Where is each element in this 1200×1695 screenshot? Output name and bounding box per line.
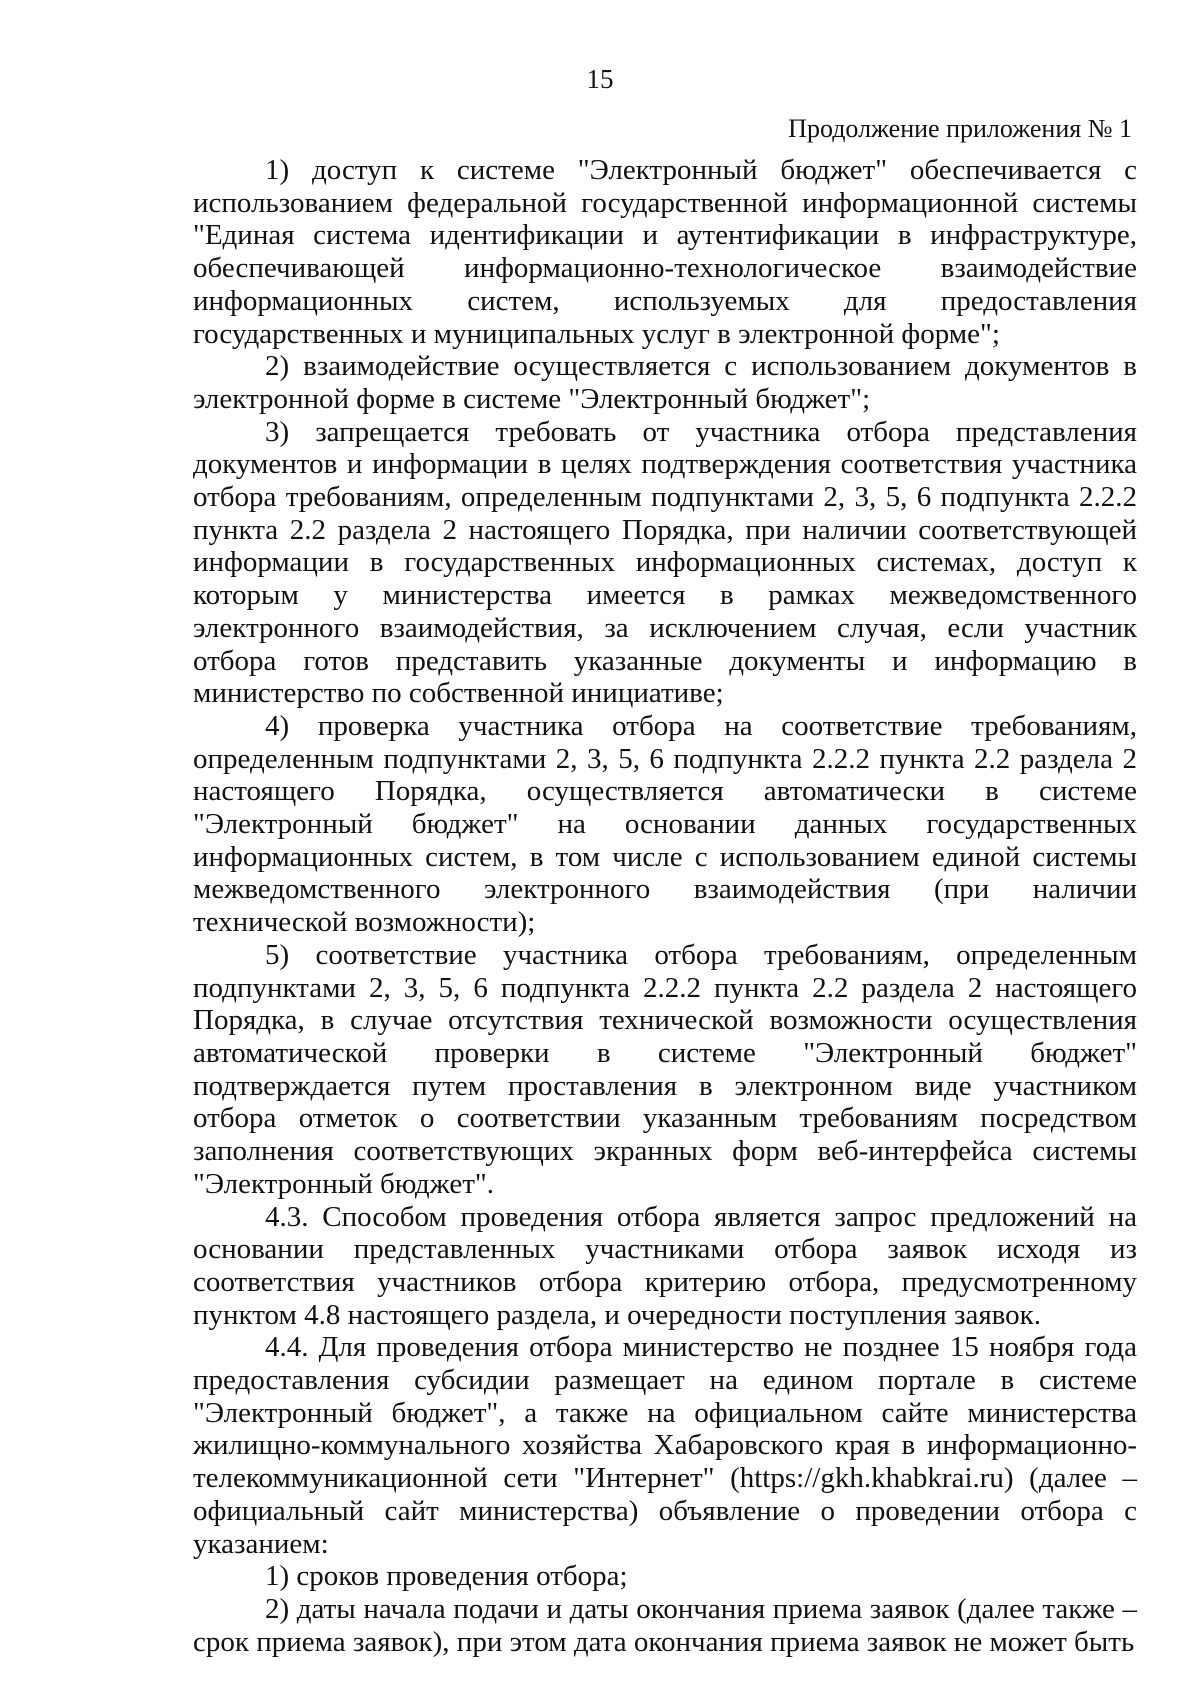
paragraph-item-4-automatic-check: 4) проверка участника отбора на соответствие требованиям, определенным подпунктами 2, 3, 5, 6 подпункта 2.2.2 пункта 2.2 раздела 2 настоящего Порядка, осуществляется автоматически в системе "Электронный бюджет" на основании данных государственных информационных систем, в том числе с использованием единой системы межведомственного электронного взаимодействия (при наличии технической возможности); <box>193 709 1137 939</box>
page-number: 15 <box>586 64 614 94</box>
paragraph-announcement-item-1: 1) сроков проведения отбора; <box>265 1560 628 1593</box>
paragraph-item-3-document-request-ban: 3) запрещается требовать от участника отбора представления документов и информации в целях подтверждения соответствия участника отбора требованиям, определенным подпунктами 2, 3, 5, 6 подпункта 2.2.2 пункта 2.2 раздела 2 настоящего Порядка, при наличии соответствующей информации в государственных информационных системах, доступ к которым у министерства имеется в рамках межведомственного электронного взаимодействия, за исключением случая, если участник отбора готов представить указанные документы и информацию в министерство по собственной инициативе; <box>193 415 1137 710</box>
document-body <box>193 154 1137 1658</box>
paragraph-item-1-system-access: 1) доступ к системе "Электронный бюджет" обеспечивается с использованием федеральной государственной информационной системы "Единая система идентификации и аутентификации в инфраструктуре, обеспечивающей информационно-технологическое взаимодействие информационных систем, используемых для предоставления государственных и муниципальных услуг в электронной форме"; <box>193 154 1137 350</box>
paragraph-4-4-selection-announcement: 4.4. Для проведения отбора министерство не позднее 15 ноября года предоставления субсидии размещает на едином портале в системе "Электронный бюджет", а также на официальном сайте министерства жилищно-коммунального хозяйства Хабаровского края в информационно-телекоммуникационной сети "Интернет" (https://gkh.khabkrai.ru) (далее – официальный сайт министерства) объявление о проведении отбора с указанием: <box>193 1331 1137 1560</box>
paragraph-item-2-electronic-interaction: 2) взаимодействие осуществляется с использованием документов в электронной форме в системе "Электронный бюджет"; <box>193 350 1137 415</box>
appendix-continuation-label: Продолжение приложения № 1 <box>788 114 1132 143</box>
paragraph-item-5-compliance-confirmation: 5) соответствие участника отбора требованиям, определенным подпунктами 2, 3, 5, 6 подпункта 2.2.2 пункта 2.2 раздела 2 настоящего Порядка, в случае отсутствия технической возможности осуществления автоматической проверки в системе "Электронный бюджет" подтверждается путем проставления в электронном виде участником отбора отметок о соответствии указанным требованиям посредством заполнения соответствующих экранных форм веб-интерфейса системы "Электронный бюджет". <box>193 938 1137 1200</box>
paragraph-4-3-selection-method: 4.3. Способом проведения отбора является запрос предложений на основании представленных участниками отбора заявок исходя из соответствия участников отбора критерию отбора, предусмотренному пунктом 4.8 настоящего раздела, и очередности поступления заявок. <box>193 1200 1137 1331</box>
paragraph-announcement-item-2: 2) даты начала подачи и даты окончания приема заявок (далее также – срок приема заявок), при этом дата окончания приема заявок не может быть <box>193 1592 1137 1658</box>
